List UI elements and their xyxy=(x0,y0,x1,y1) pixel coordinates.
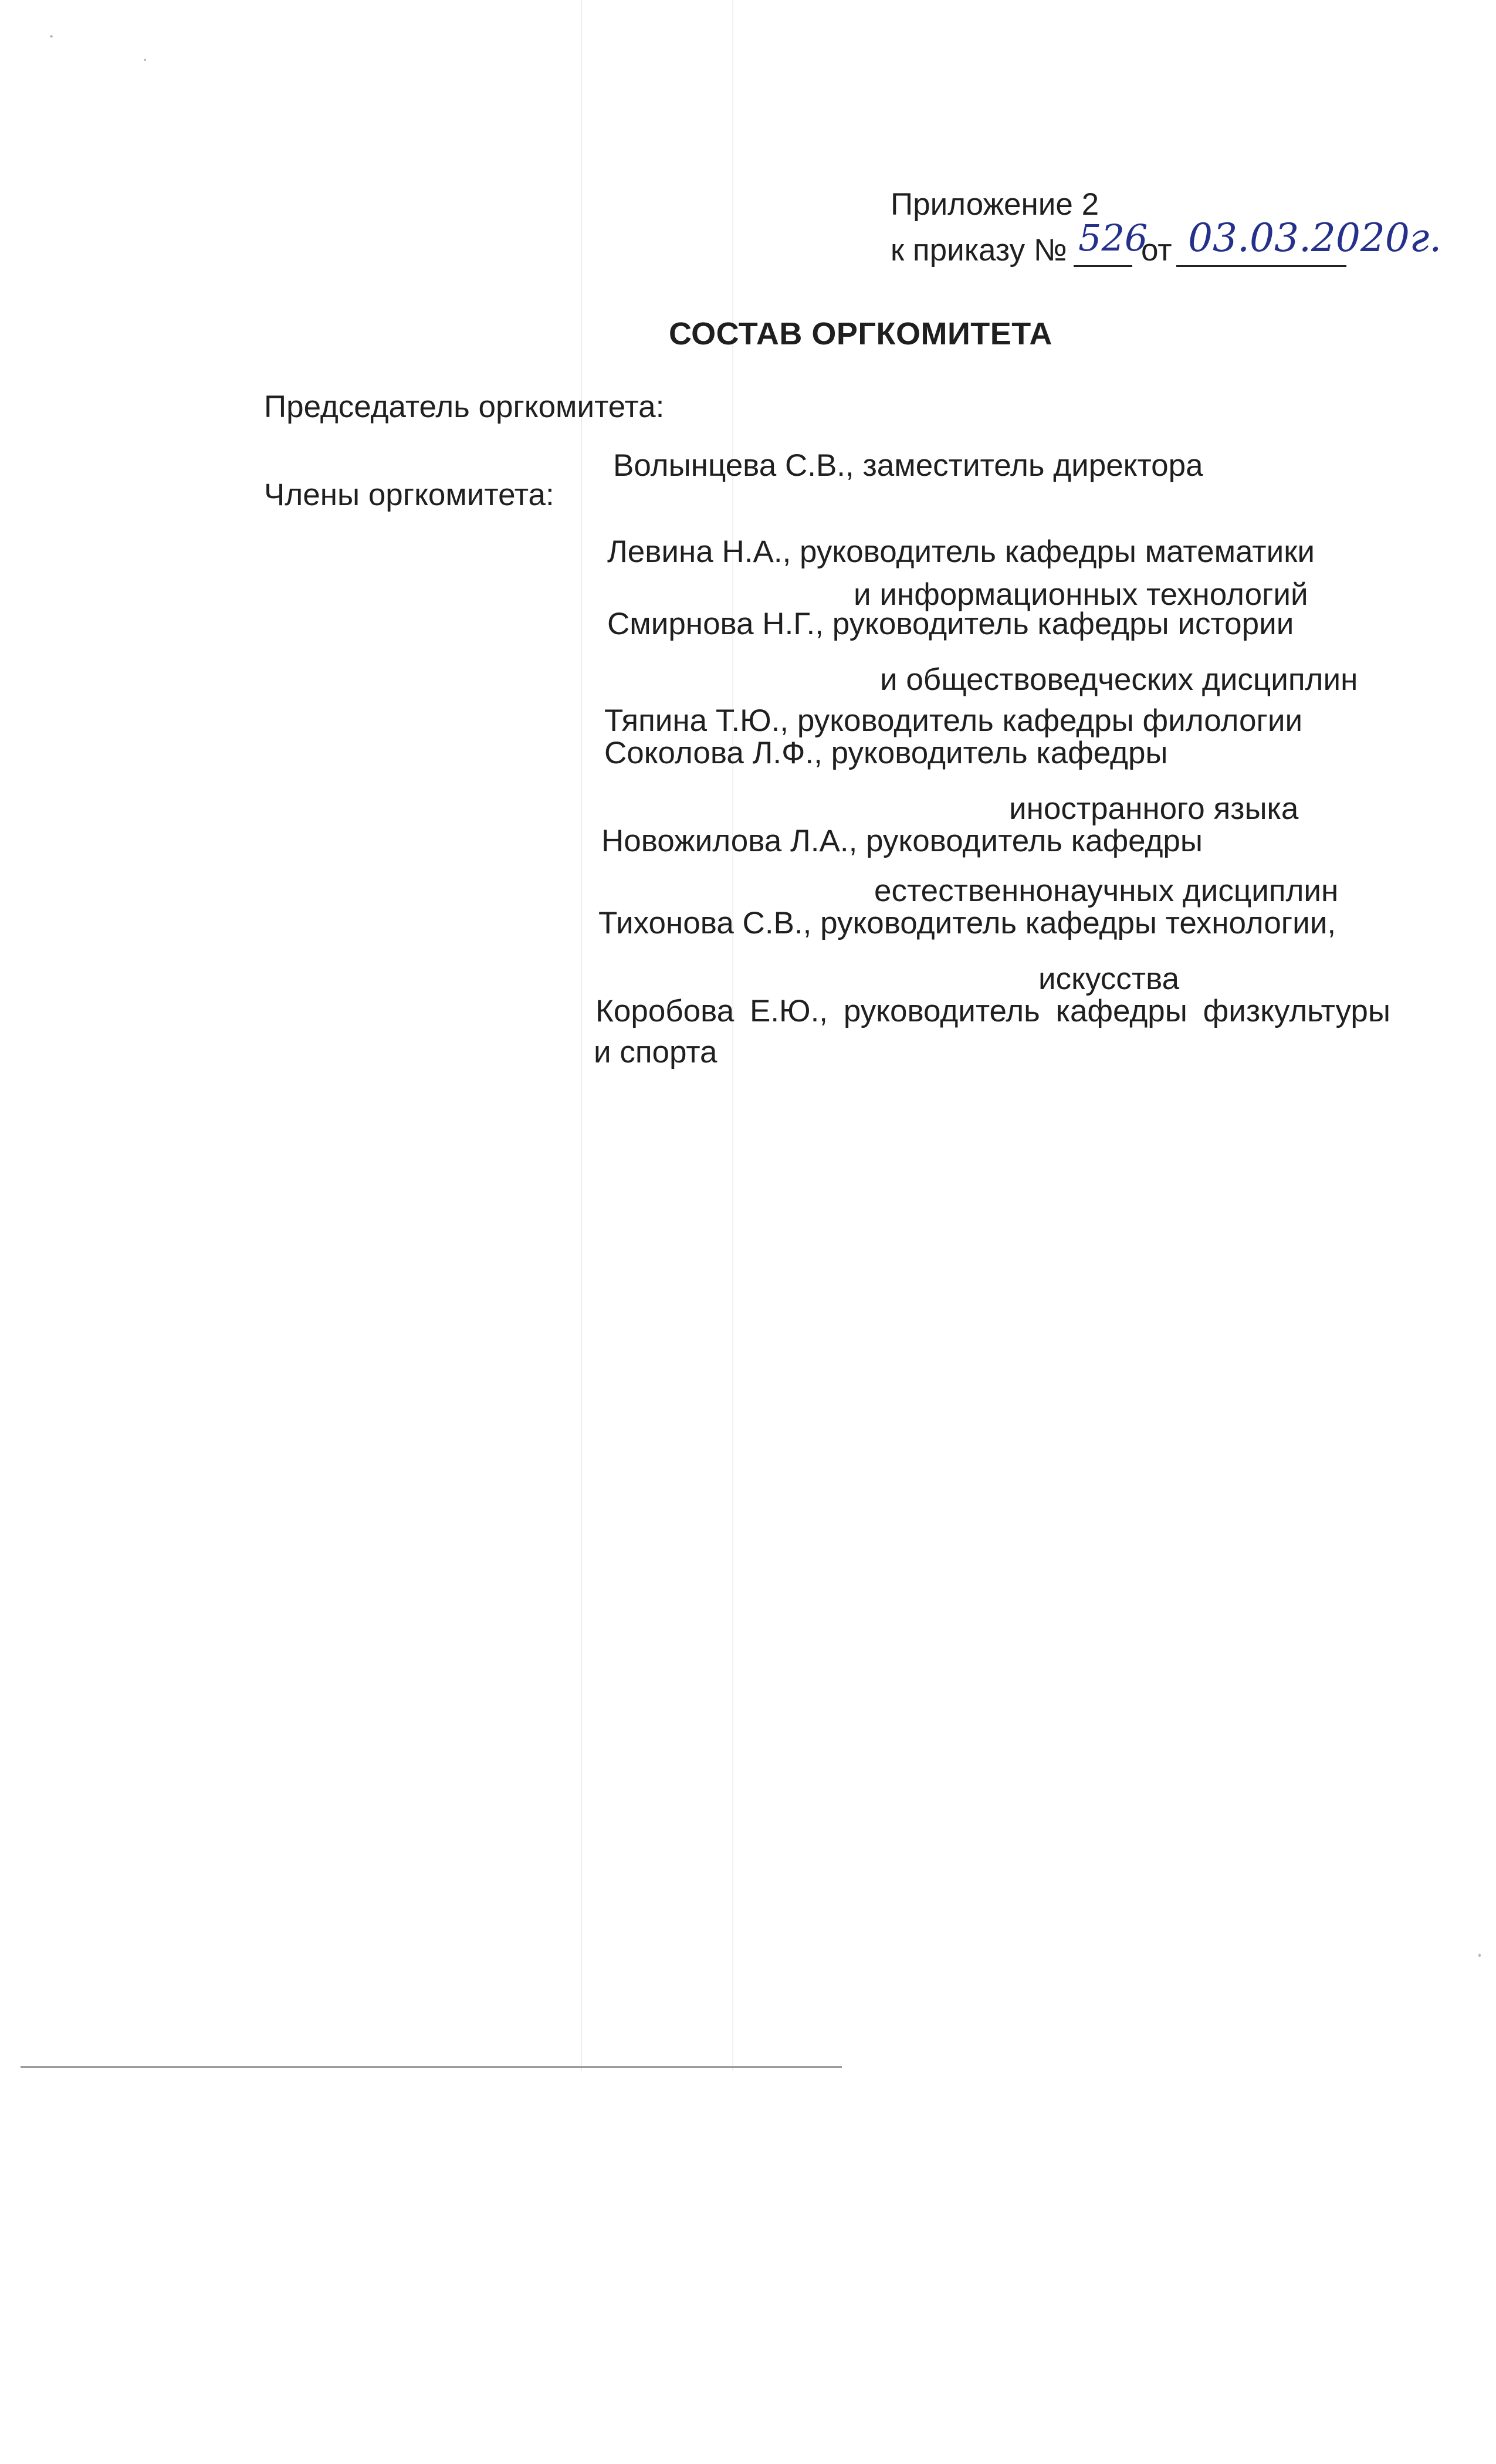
appendix-label: Приложение 2 xyxy=(891,187,1099,222)
scan-fold-line xyxy=(581,0,582,2071)
members-label: Члены оргкомитета: xyxy=(264,478,554,512)
scan-edge-line xyxy=(21,2066,842,2068)
document-title: СОСТАВ ОРГКОМИТЕТА xyxy=(669,316,1052,351)
scan-speck xyxy=(144,59,146,61)
chair-label: Председатель оргкомитета: xyxy=(264,390,665,424)
scan-speck xyxy=(1478,1954,1481,1957)
member-line: Левина Н.А., руководитель кафедры математики xyxy=(607,534,1315,569)
order-date-underline xyxy=(1176,265,1346,267)
member-line: и информационных технологий xyxy=(854,577,1308,612)
chair-name: Волынцева С.В., заместитель директора xyxy=(613,448,1203,483)
member-line: Тихонова С.В., руководитель кафедры технологии, xyxy=(598,906,1336,940)
member-line: и обществоведческих дисциплин xyxy=(880,662,1358,697)
member-line: искусства xyxy=(1038,962,1180,996)
member-line: Тяпина Т.Ю., руководитель кафедры филологии xyxy=(604,703,1303,738)
member-line: Новожилова Л.А., руководитель кафедры xyxy=(601,824,1203,858)
order-date-handwritten: 03.03.2020г. xyxy=(1188,215,1442,260)
order-number-underline xyxy=(1074,265,1132,267)
order-prefix: к приказу № xyxy=(891,233,1067,268)
scan-fold-line xyxy=(732,0,733,2071)
member-line: Соколова Л.Ф., руководитель кафедры xyxy=(604,736,1168,770)
member-line: и спорта xyxy=(594,1035,717,1069)
order-number-handwritten: 526 xyxy=(1078,216,1148,259)
member-line: Смирнова Н.Г., руководитель кафедры истории xyxy=(607,607,1294,641)
member-line: естественнонаучных дисциплин xyxy=(874,874,1339,908)
scan-speck xyxy=(50,35,53,38)
member-line: Коробова Е.Ю., руководитель кафедры физкультуры xyxy=(595,994,1390,1028)
order-from-label: от xyxy=(1141,233,1172,268)
member-line: иностранного языка xyxy=(1009,791,1299,826)
